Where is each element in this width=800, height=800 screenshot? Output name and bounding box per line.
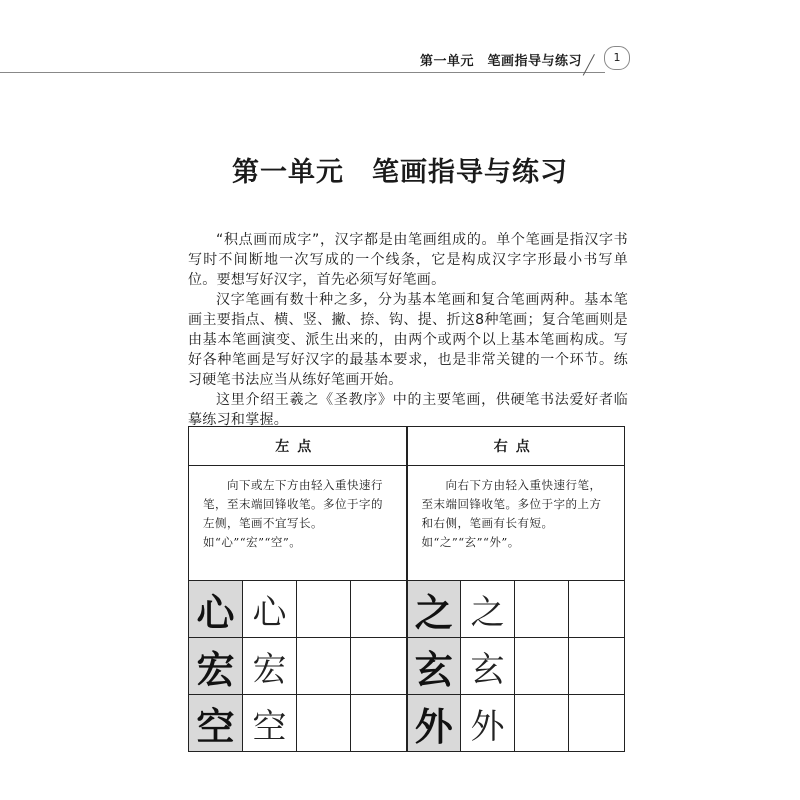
model-character: 心 <box>189 581 243 638</box>
model-character: 之 <box>407 581 461 638</box>
trace-character: 空 <box>243 695 297 752</box>
stroke-practice-table <box>188 426 625 752</box>
stroke-description-left-dot: 向下或左下方由轻入重快速行笔，至末端回锋收笔。多位于字的左侧，笔画不宜写长。如“心”“宏”“空”。 <box>189 466 407 581</box>
blank-practice-cell[interactable] <box>297 581 351 638</box>
paragraph: “积点画而成字”，汉字都是由笔画组成的。单个笔画是指汉字书写时不间断地一次写成的一个线条，它是构成汉字字形最小书写单位。要想写好汉字，首先必须写好笔画。 <box>188 232 628 288</box>
running-title: 第一单元 笔画指导与练习 <box>419 54 582 69</box>
blank-practice-cell[interactable] <box>351 695 407 752</box>
model-character: 外 <box>407 695 461 752</box>
trace-character: 宏 <box>243 638 297 695</box>
trace-character: 心 <box>243 581 297 638</box>
column-heading-left-dot: 左点 <box>189 427 407 466</box>
trace-character: 外 <box>461 695 515 752</box>
practice-row <box>189 695 625 752</box>
practice-row <box>189 581 625 638</box>
blank-practice-cell[interactable] <box>351 581 407 638</box>
stroke-description-right-dot: 向右下方由轻入重快速行笔，至末端回锋收笔。多位于字的上方和右侧，笔画有长有短。如“之”“玄”“外”。 <box>407 466 625 581</box>
running-header <box>0 42 800 72</box>
body-text <box>188 230 628 430</box>
model-character: 空 <box>189 695 243 752</box>
trace-character: 之 <box>461 581 515 638</box>
blank-practice-cell[interactable] <box>515 581 569 638</box>
blank-practice-cell[interactable] <box>569 695 625 752</box>
blank-practice-cell[interactable] <box>297 638 351 695</box>
model-character: 玄 <box>407 638 461 695</box>
blank-practice-cell[interactable] <box>569 581 625 638</box>
paragraph: 这里介绍王羲之《圣教序》中的主要笔画，供硬笔书法爱好者临摹练习和掌握。 <box>188 392 628 428</box>
practice-row <box>189 638 625 695</box>
model-character: 宏 <box>189 638 243 695</box>
blank-practice-cell[interactable] <box>297 695 351 752</box>
paragraph: 汉字笔画有数十种之多，分为基本笔画和复合笔画两种。基本笔画主要指点、横、竖、撇、捺、钩、提、折这8种笔画；复合笔画则是由基本笔画演变、派生出来的，由两个或两个以上基本笔画构成。写好各种笔画是写好汉字的最基本要求，也是非常关键的一个环节。练习硬笔书法应当从练好笔画开始。 <box>188 292 628 388</box>
column-heading-right-dot: 右点 <box>407 427 625 466</box>
blank-practice-cell[interactable] <box>515 695 569 752</box>
trace-character: 玄 <box>461 638 515 695</box>
header-rule <box>0 72 605 73</box>
blank-practice-cell[interactable] <box>351 638 407 695</box>
page-title: 第一单元 笔画指导与练习 <box>232 157 568 188</box>
blank-practice-cell[interactable] <box>515 638 569 695</box>
blank-practice-cell[interactable] <box>569 638 625 695</box>
page-number: 1 <box>604 46 630 70</box>
